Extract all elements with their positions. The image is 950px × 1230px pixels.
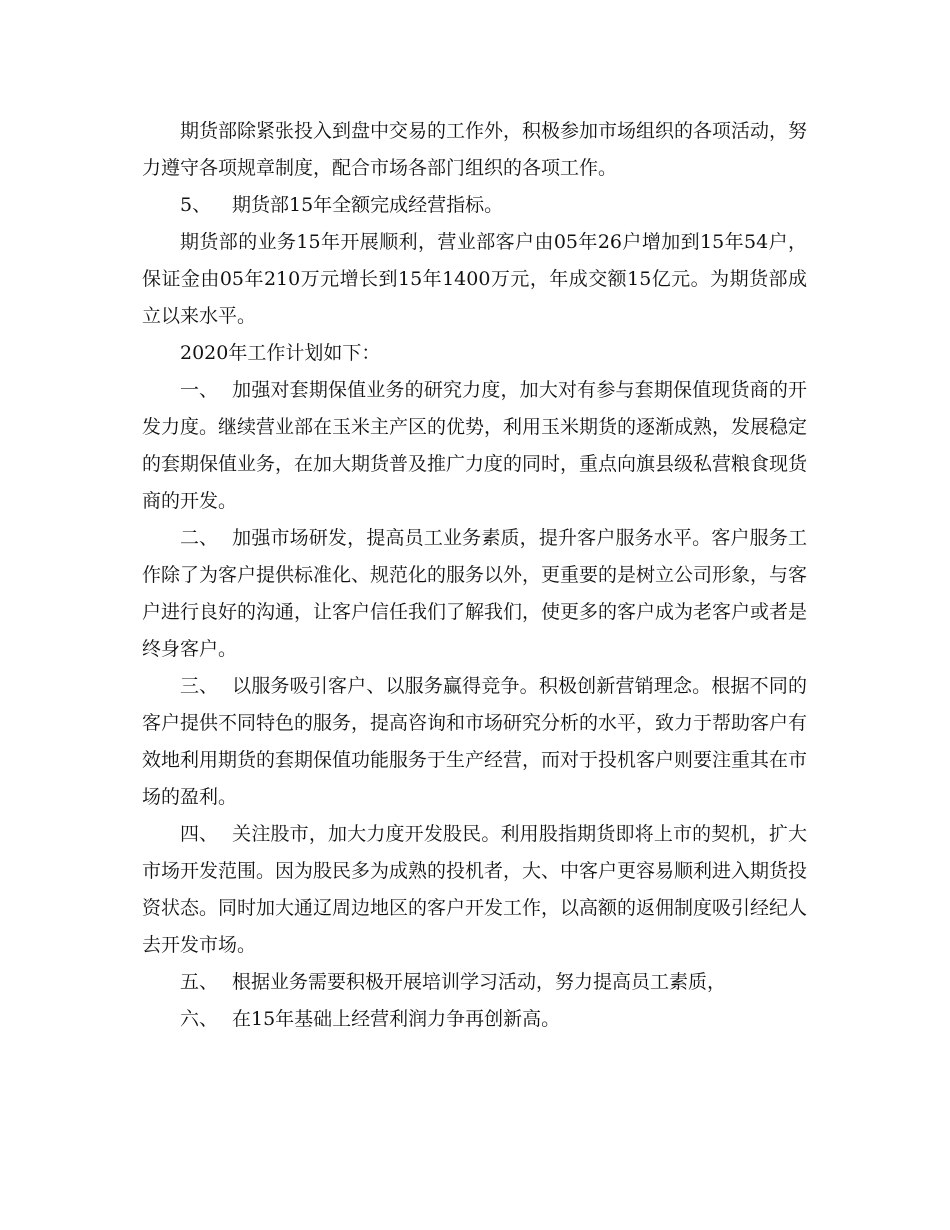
list-marker: 一、	[180, 379, 219, 401]
paragraph-text: 2020年工作计划如下：	[180, 342, 381, 364]
paragraph-item-5	[142, 187, 807, 224]
paragraph-text: 加强对套期保值业务的研究力度，加大对有参与套期保值现货商的开发力度。继续营业部在玉米主产区的优势，利用玉米期货的逐渐成熟，发展稳定的套期保值业务，在加大期货普及推广力度的同时，重点向旗县级私营粮食现货商的开发。	[142, 379, 808, 512]
paragraph-item-3	[142, 668, 807, 816]
list-marker: 六、	[180, 1008, 219, 1030]
paragraph-item-6	[142, 1001, 807, 1038]
paragraph-futures-activities	[142, 113, 807, 187]
list-marker: 四、	[180, 823, 219, 845]
list-marker: 5、	[180, 194, 212, 216]
list-marker: 二、	[180, 527, 219, 549]
list-marker: 三、	[180, 675, 219, 697]
paragraph-item-4	[142, 816, 807, 964]
paragraph-item-1	[142, 372, 807, 520]
paragraph-item-5-training	[142, 964, 807, 1001]
paragraph-text: 期货部15年全额完成经营指标。	[232, 194, 504, 216]
paragraph-text: 加强市场研发，提高员工业务素质，提升客户服务水平。客户服务工作除了为客户提供标准化、规范化的服务以外，更重要的是树立公司形象，与客户进行良好的沟通，让客户信任我们了解我们，使更多的客户成为老客户或者是终身客户。	[142, 527, 808, 660]
paragraph-text: 根据业务需要积极开展培训学习活动，努力提高员工素质，	[232, 971, 727, 993]
paragraph-business-results	[142, 224, 807, 335]
paragraph-item-2	[142, 520, 807, 668]
paragraph-text: 期货部除紧张投入到盘中交易的工作外，积极参加市场组织的各项活动，努力遵守各项规章制度，配合市场各部门组织的各项工作。	[142, 120, 808, 179]
paragraph-text: 在15年基础上经营利润力争再创新高。	[232, 1008, 561, 1030]
paragraph-plan-heading	[142, 335, 807, 372]
document-body	[142, 113, 807, 1038]
paragraph-text: 以服务吸引客户、以服务赢得竞争。积极创新营销理念。根据不同的客户提供不同特色的服务，提高咨询和市场研究分析的水平，致力于帮助客户有效地利用期货的套期保值功能服务于生产经营，而对于投机客户则要注重其在市场的盈利。	[142, 675, 808, 808]
list-marker: 五、	[180, 971, 219, 993]
paragraph-text: 期货部的业务15年开展顺利，营业部客户由05年26户增加到15年54户，保证金由05年210万元增长到15年1400万元，年成交额15亿元。为期货部成立以来水平。	[142, 231, 807, 327]
paragraph-text: 关注股市，加大力度开发股民。利用股指期货即将上市的契机，扩大市场开发范围。因为股民多为成熟的投机者，大、中客户更容易顺利进入期货投资状态。同时加大通辽周边地区的客户开发工作，以高额的返佣制度吸引经纪人去开发市场。	[142, 823, 808, 956]
